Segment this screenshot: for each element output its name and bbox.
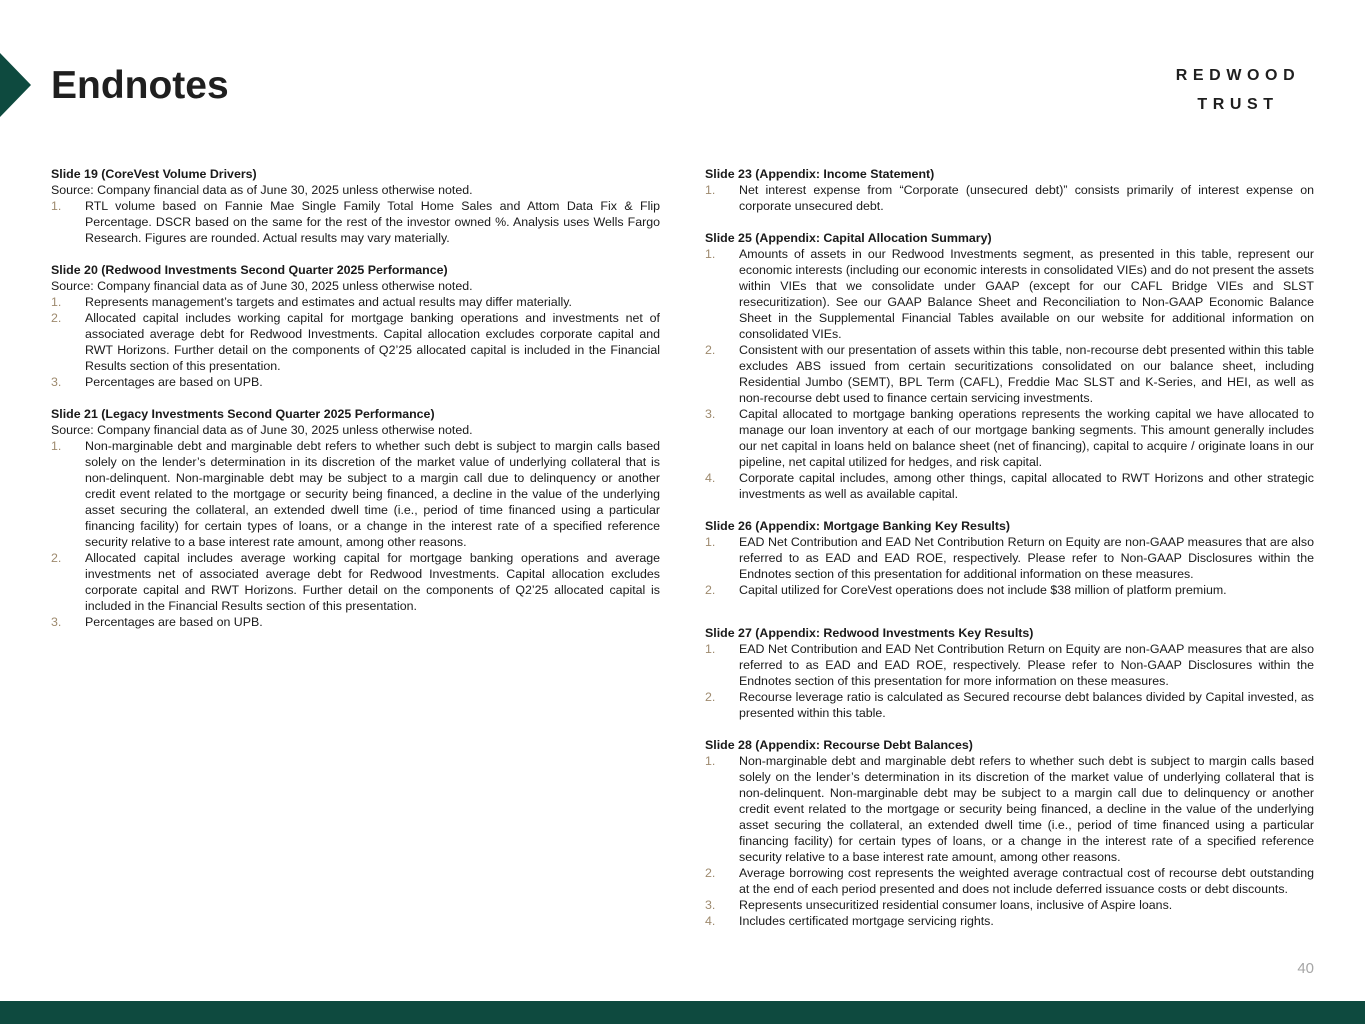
endnote-item bbox=[705, 641, 1314, 689]
endnote-number: 2. bbox=[705, 690, 716, 704]
endnote-number: 2. bbox=[705, 583, 716, 597]
endnote-number: 4. bbox=[705, 914, 716, 928]
endnote-section bbox=[51, 406, 660, 630]
footer-bar bbox=[0, 1001, 1365, 1024]
endnote-text: Percentages are based on UPB. bbox=[85, 375, 263, 389]
endnote-list bbox=[51, 198, 660, 246]
endnote-item bbox=[51, 198, 660, 246]
endnote-number: 2. bbox=[705, 343, 716, 357]
page-title: Endnotes bbox=[51, 64, 229, 107]
endnote-text: Capital utilized for CoreVest operations does not include $38 million of platform premium. bbox=[739, 583, 1227, 597]
left-column bbox=[51, 166, 660, 646]
endnote-item bbox=[51, 614, 660, 630]
endnote-list bbox=[705, 753, 1314, 929]
endnote-list bbox=[705, 246, 1314, 502]
section-source: Source: Company financial data as of June 30, 2025 unless otherwise noted. bbox=[51, 279, 473, 293]
endnote-section bbox=[705, 166, 1314, 214]
endnote-number: 3. bbox=[51, 615, 62, 629]
page-number: 40 bbox=[1297, 960, 1314, 977]
section-title: Slide 19 (CoreVest Volume Drivers) bbox=[51, 167, 257, 181]
endnote-item bbox=[705, 582, 1314, 598]
endnote-item bbox=[705, 182, 1314, 214]
endnote-list bbox=[51, 294, 660, 390]
endnote-number: 4. bbox=[705, 471, 716, 485]
endnote-text: Percentages are based on UPB. bbox=[85, 615, 263, 629]
endnote-item bbox=[705, 342, 1314, 406]
endnote-item bbox=[705, 406, 1314, 470]
endnote-section bbox=[705, 737, 1314, 929]
endnote-text: Net interest expense from “Corporate (unsecured debt)” consists primarily of interest expense on corporate unsecured debt. bbox=[739, 183, 1314, 213]
endnote-text: Corporate capital includes, among other things, capital allocated to RWT Horizons and other strategic investments as well as available capital. bbox=[739, 471, 1314, 501]
endnote-item bbox=[705, 913, 1314, 929]
endnote-section bbox=[705, 625, 1314, 721]
endnote-text: Average borrowing cost represents the weighted average contractual cost of recourse debt outstanding at the end of each period presented and does not include deferred issuance costs or debt discounts. bbox=[739, 866, 1314, 896]
right-column bbox=[705, 166, 1314, 945]
endnote-number: 1. bbox=[705, 754, 716, 768]
endnote-text: Allocated capital includes average working capital for mortgage banking operations and average investments net of associated average debt for Redwood Investments. Capital allocation excludes corporate capital and RWT Horizons. Further detail on the components of Q2’25 allocated capital is included in the Financial Results section of this presentation. bbox=[85, 551, 660, 613]
endnote-text: Consistent with our presentation of assets within this table, non-recourse debt presented within this table excludes ABS issued from certain securitizations consolidated on our balance sheet, including Residential Jumbo (SEMT), BPL Term (CAFL), Freddie Mac SLST and K-Series, and HEI, as well as non-recourse debt used to finance certain servicing investments. bbox=[739, 343, 1314, 405]
endnote-number: 2. bbox=[51, 551, 62, 565]
endnote-section bbox=[705, 518, 1314, 598]
section-source: Source: Company financial data as of June 30, 2025 unless otherwise noted. bbox=[51, 423, 473, 437]
endnote-item bbox=[705, 865, 1314, 897]
redwood-trust-logo bbox=[1155, 61, 1315, 119]
endnote-text: Recourse leverage ratio is calculated as Secured recourse debt balances divided by Capital invested, as presented within this table. bbox=[739, 690, 1314, 720]
logo-line-2: TRUST bbox=[1197, 96, 1279, 113]
endnote-item bbox=[51, 550, 660, 614]
endnote-item bbox=[705, 470, 1314, 502]
endnote-item bbox=[51, 294, 660, 310]
endnote-list bbox=[51, 438, 660, 630]
endnote-item bbox=[705, 897, 1314, 913]
section-title: Slide 27 (Appendix: Redwood Investments Key Results) bbox=[705, 626, 1034, 640]
endnote-text: Non-marginable debt and marginable debt refers to whether such debt is subject to margin calls based solely on the lender’s determination in its discretion of the market value of underlying collateral that is non-delinquent. Non-marginable debt may be subject to a margin call due to delinquency or another credit event related to the mortgage or security being financed, a decline in the value of the underlying asset securing the collateral, an extended dwell time (i.e., period of time financed using a particular financing facility) for certain types of loans, or a change in the interest rate of a specified reference security relative to a base interest rate amount, among other reasons. bbox=[85, 439, 660, 549]
endnote-number: 1. bbox=[51, 439, 62, 453]
endnote-item bbox=[705, 246, 1314, 342]
endnote-number: 1. bbox=[51, 295, 62, 309]
endnote-number: 1. bbox=[705, 642, 716, 656]
section-title: Slide 26 (Appendix: Mortgage Banking Key Results) bbox=[705, 519, 1010, 533]
endnote-list bbox=[705, 534, 1314, 598]
endnote-item bbox=[705, 753, 1314, 865]
endnote-text: Represents management’s targets and estimates and actual results may differ materially. bbox=[85, 295, 572, 309]
endnote-list bbox=[705, 641, 1314, 721]
endnote-text: Represents unsecuritized residential consumer loans, inclusive of Aspire loans. bbox=[739, 898, 1173, 912]
section-title: Slide 20 (Redwood Investments Second Quarter 2025 Performance) bbox=[51, 263, 448, 277]
section-title: Slide 23 (Appendix: Income Statement) bbox=[705, 167, 935, 181]
endnote-text: RTL volume based on Fannie Mae Single Family Total Home Sales and Attom Data Fix & Flip Percentage. DSCR based on the same for the rest of the investor owned %. Analysis uses Wells Fargo Research. Figures are rounded. Actual results may vary materially. bbox=[85, 199, 660, 245]
endnote-text: EAD Net Contribution and EAD Net Contribution Return on Equity are non-GAAP measures that are also referred to as EAD and EAD ROE, respectively. Please refer to Non-GAAP Disclosures within the Endnotes section of this presentation for more information on these measures. bbox=[739, 642, 1314, 688]
endnote-section bbox=[51, 262, 660, 390]
endnote-section bbox=[51, 166, 660, 246]
endnote-number: 3. bbox=[705, 407, 716, 421]
endnote-item bbox=[705, 689, 1314, 721]
section-title: Slide 25 (Appendix: Capital Allocation Summary) bbox=[705, 231, 992, 245]
endnote-section bbox=[705, 230, 1314, 502]
section-title: Slide 28 (Appendix: Recourse Debt Balances) bbox=[705, 738, 973, 752]
endnote-number: 3. bbox=[51, 375, 62, 389]
endnote-item bbox=[51, 438, 660, 550]
endnote-number: 1. bbox=[705, 535, 716, 549]
endnote-number: 1. bbox=[705, 183, 716, 197]
logo-line-1: REDWOOD bbox=[1175, 67, 1301, 84]
endnote-number: 2. bbox=[705, 866, 716, 880]
endnote-text: Amounts of assets in our Redwood Investments segment, as presented in this table, represent our economic interests (including our economic interests in consolidated VIEs) and do not present the assets within VIEs that we consolidate under GAAP (except for our CAFL Bridge VIEs and SLST resecuritization). See our GAAP Balance Sheet and Reconciliation to Non-GAAP Economic Balance Sheet in the Supplemental Financial Tables available on our website for additional information on consolidated VIEs. bbox=[739, 247, 1314, 341]
endnote-number: 1. bbox=[705, 247, 716, 261]
endnote-text: Non-marginable debt and marginable debt refers to whether such debt is subject to margin calls based solely on the lender’s determination in its discretion of the market value of underlying collateral that is non-delinquent. Non-marginable debt may be subject to a margin call due to delinquency or another credit event related to the mortgage or security being financed, a decline in the value of the underlying asset securing the collateral, an extended dwell time (i.e., period of time financed using a particular financing facility) for certain types of loans, or a change in the interest rate of a specified reference security relative to a base interest rate amount, among other reasons. bbox=[739, 754, 1314, 864]
endnote-text: Includes certificated mortgage servicing rights. bbox=[739, 914, 994, 928]
endnote-number: 3. bbox=[705, 898, 716, 912]
endnote-text: Capital allocated to mortgage banking operations represents the working capital we have allocated to manage our loan inventory at each of our mortgage banking segments. This amount generally includes our net capital in loans held on balance sheet (net of financing), capital to acquire / originate loans in our pipeline, net capital utilized for hedges, and risk capital. bbox=[739, 407, 1314, 469]
chevron-accent-icon bbox=[0, 53, 31, 117]
endnote-text: Allocated capital includes working capital for mortgage banking operations and investments net of associated average debt for Redwood Investments. Capital allocation excludes corporate capital and RWT Horizons. Further detail on the components of Q2’25 allocated capital is included in the Financial Results section of this presentation. bbox=[85, 311, 660, 373]
endnote-item bbox=[705, 534, 1314, 582]
section-title: Slide 21 (Legacy Investments Second Quarter 2025 Performance) bbox=[51, 407, 435, 421]
endnote-number: 2. bbox=[51, 311, 62, 325]
section-source: Source: Company financial data as of June 30, 2025 unless otherwise noted. bbox=[51, 183, 473, 197]
endnote-item bbox=[51, 310, 660, 374]
endnote-list bbox=[705, 182, 1314, 214]
endnote-text: EAD Net Contribution and EAD Net Contribution Return on Equity are non-GAAP measures that are also referred to as EAD and EAD ROE, respectively. Please refer to Non-GAAP Disclosures within the Endnotes section of this presentation for additional information on these measures. bbox=[739, 535, 1314, 581]
endnote-item bbox=[51, 374, 660, 390]
endnote-number: 1. bbox=[51, 199, 62, 213]
